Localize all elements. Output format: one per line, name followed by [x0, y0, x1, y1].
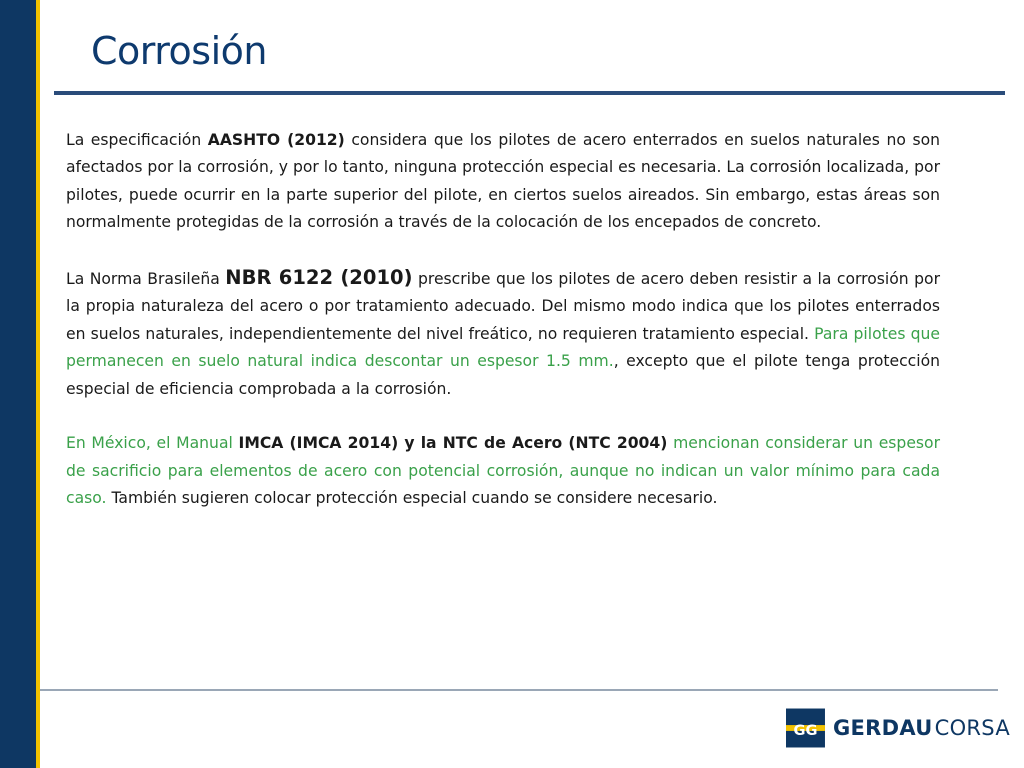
- title-underline: [54, 91, 1005, 95]
- footer-divider: [40, 689, 998, 691]
- slide-title: Corrosión: [91, 29, 267, 73]
- text-run-green: mencionan considerar un espesor de sacrificio para elementos de acero con potencial corrosión, aunque no indican un valor mínimo para cada caso.: [66, 434, 940, 508]
- text-run-green: Para pilotes que permanecen en suelo natural indica descontar un espesor 1.5 mm.: [66, 324, 940, 371]
- text-run: La Norma Brasileña: [66, 270, 226, 289]
- paragraph-mexico: [66, 430, 940, 512]
- left-navy-bar: [0, 0, 36, 768]
- logo-wordmark: [833, 716, 1010, 740]
- text-run-bold-large: NBR 6122 (2010): [225, 266, 413, 290]
- text-run-green: En México, el Manual: [66, 434, 239, 453]
- body-text: [66, 127, 940, 513]
- logo-word-gerdau: GERDAU: [832, 716, 933, 740]
- gerdau-logo-mark-icon: [786, 708, 825, 748]
- text-run: La especificación: [66, 131, 208, 149]
- text-run: prescribe que los pilotes de acero deben resistir a la corrosión por la propia naturaleza del acero o por tratamiento adecuado. Del mismo modo indica que los pilotes enterrados en suelos naturales, independientemente del nivel freático, no requieren tratamiento especial.: [66, 270, 940, 343]
- logo-word-corsa: CORSA: [934, 716, 1010, 740]
- paragraph-nbr: [66, 264, 940, 403]
- svg-text:GG: GG: [793, 721, 818, 739]
- gerdau-corsa-logo: [786, 706, 1010, 750]
- paragraph-aashto: [66, 127, 940, 237]
- text-run: considera que los pilotes de acero enterrados en suelos naturales no son afectados por la corrosión, y por lo tanto, ninguna protección especial es necesaria. La corrosión localizada, por pilotes, puede ocurrir en la parte superior del pilote, en ciertos suelos aireados. Sin embargo, estas áreas son normalmente protegidas de la corrosión a través de la colocación de los encepados de concreto.: [66, 131, 940, 232]
- text-run: , excepto que el pilote tenga protección especial de eficiencia comprobada a la corrosión.: [66, 352, 940, 398]
- text-run: También sugieren colocar protección especial cuando se considere necesario.: [106, 489, 718, 508]
- text-run-bold: IMCA (IMCA 2014) y la NTC de Acero (NTC 2004): [238, 434, 668, 453]
- left-gold-stripe: [36, 0, 40, 768]
- text-run-bold: AASHTO (2012): [207, 131, 345, 149]
